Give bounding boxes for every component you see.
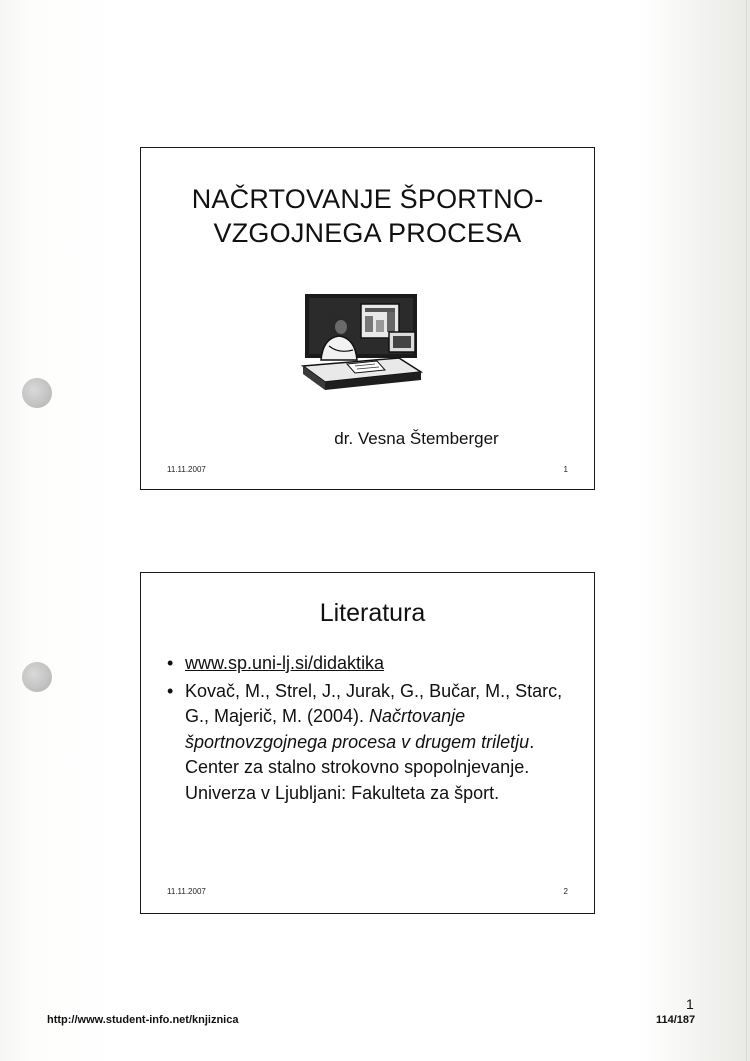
slide-2-title: Literatura [319, 599, 426, 627]
slide-1-title [141, 182, 594, 250]
slide-1-title-line-1: NAČRTOVANJE ŠPORTNO- [191, 184, 544, 214]
slide-2 [140, 572, 595, 914]
sheet-number: 1 [686, 996, 694, 1012]
slide-2-date: 11.11.2007 [167, 887, 206, 896]
literature-link[interactable]: www.sp.uni-lj.si/didaktika [185, 653, 385, 673]
slide-1-date: 11.11.2007 [167, 465, 206, 474]
list-item [167, 679, 574, 807]
reference-publisher: . Center za stalno strokovno spopolnjevanje. Univerza v Ljubljani: Fakulteta za šport. [185, 731, 535, 803]
punch-hole [22, 378, 52, 408]
slide-1 [140, 147, 595, 490]
reference-authors: Kovač, M., Strel, J., Jurak, G., Bučar, M., Starc, G., Majerič, M. (2004). [185, 680, 563, 726]
source-url[interactable]: http://www.student-info.net/knjiznica [47, 1014, 239, 1026]
slide-2-number: 2 [563, 887, 568, 896]
page-count: 114/187 [656, 1014, 696, 1026]
punch-hole [22, 662, 52, 692]
reference-title: Načrtovanje športnovzgojnega procesa v drugem triletju [185, 706, 530, 752]
slide-2-bullet-list [167, 651, 574, 808]
paper-edge [746, 0, 747, 1061]
list-item [167, 651, 574, 677]
bullet-icon: • [167, 680, 174, 701]
person-at-desk-clipart-icon [299, 290, 423, 394]
slide-1-title-line-2: VZGOJNEGA PROCESA [213, 218, 522, 248]
slide-1-author: dr. Vesna Štemberger [334, 429, 499, 448]
bullet-icon: • [167, 653, 174, 673]
slide-1-number: 1 [563, 465, 568, 474]
